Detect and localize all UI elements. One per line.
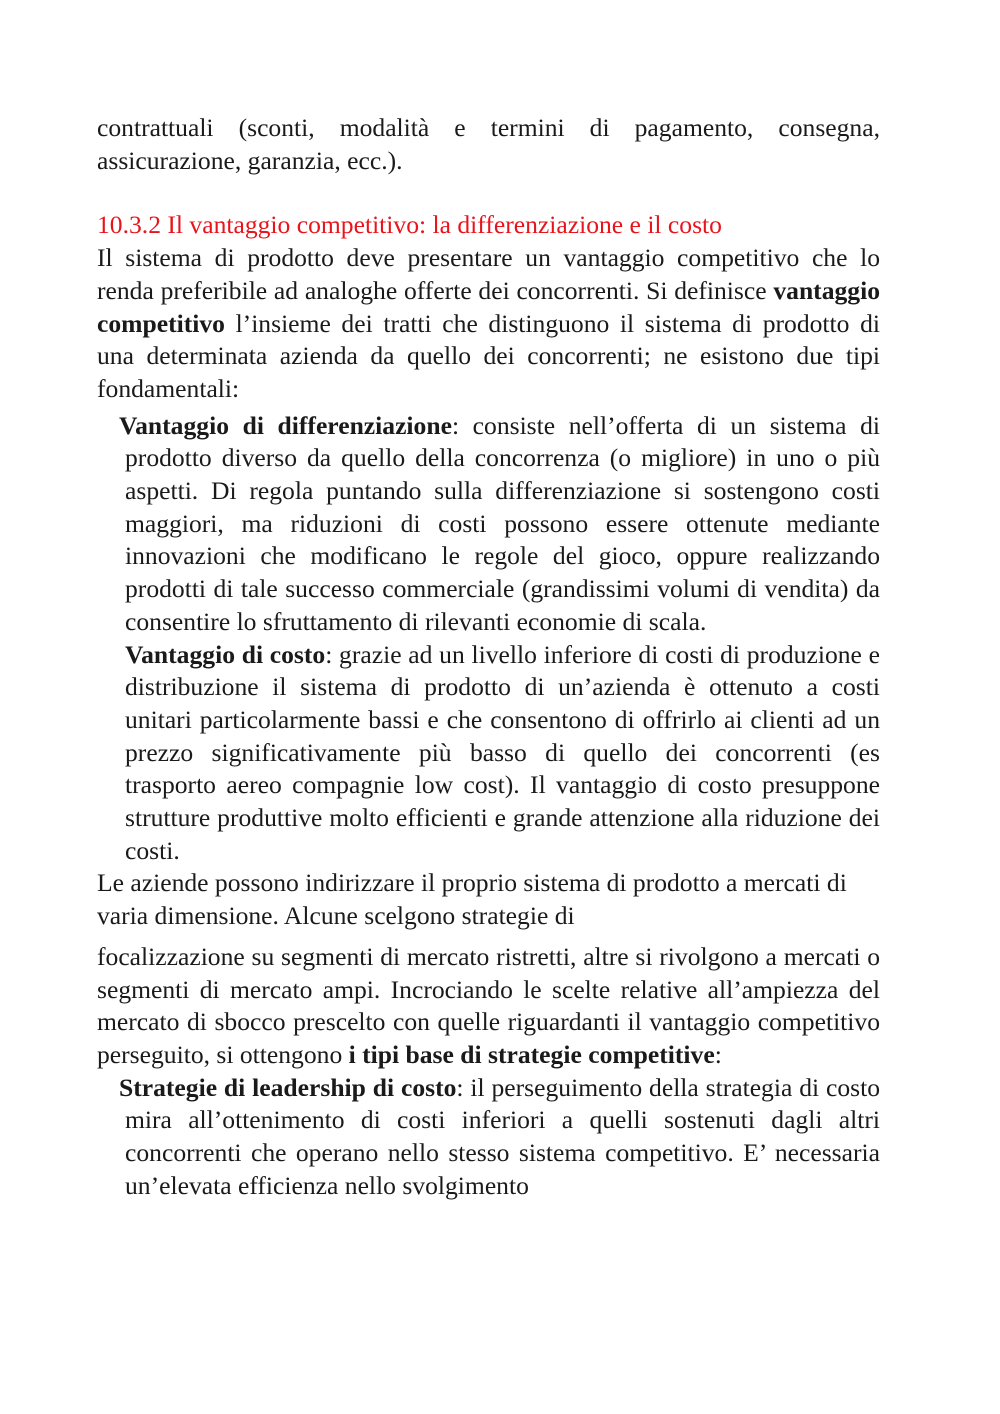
list-item-costo [97, 639, 880, 868]
strategie-text-b: : [714, 1039, 722, 1069]
paragraph-strategie [97, 941, 880, 1072]
definition-text-a: Il sistema di prodotto deve presentare un vantaggio competitivo che lo renda preferibile ad analoghe offerte dei concorrenti. Si definisce [97, 243, 880, 305]
document-page [97, 112, 880, 1203]
strategie-term: i tipi base di strategie competitive [348, 1039, 715, 1069]
list-item-leadership-costo [97, 1072, 880, 1203]
list-item-title: Strategie di leadership di costo [119, 1072, 457, 1102]
definition-term: vantaggio competitivo [97, 275, 880, 338]
definition-text-b: l’insieme dei tratti che distinguono il sistema di prodotto di una determinata azienda da quello dei concorrenti; ne esistono due tipi fondamentali: [97, 308, 880, 403]
strategie-text-a: focalizzazione su segmenti di mercato ristretti, altre si rivolgono a mercati o segmenti di mercato ampi. Incrociando le scelte relative all’ampiezza del mercato di sbocco prescelto con quelle riguardanti il vantaggio competitivo perseguito, si ottengono [97, 941, 880, 1069]
list-item-text: : consiste nell’offerta di un sistema di prodotto diverso da quello della concorrenza (o migliore) in uno o più aspetti. Di regola puntando sulla differenziazione si sostengono costi maggiori, ma riduzioni di costi possono essere ottenute mediante innovazioni che modificano le regole del gioco, oppure realizzando prodotti di tale successo commerciale (grandissimi volumi di vendita) da consentire lo sfruttamento di rilevanti economie di scala. [125, 410, 880, 636]
list-item-text: : il perseguimento della strategia di costo mira all’ottenimento di costi inferiori a quelli sostenuti dagli altri concorrenti che operano nello stesso sistema competitivo. E’ necessaria un’elevata efficienza nello svolgimento [125, 1072, 880, 1200]
line-break [97, 933, 880, 941]
paragraph-intro-text: contrattuali (sconti, modalità e termini di pagamento, consegna, assicurazione, garanzia, ecc.). [97, 113, 880, 175]
list-item-title: Vantaggio di differenziazione [119, 410, 452, 440]
list-item-differenziazione [97, 410, 880, 639]
blank-line [97, 177, 880, 209]
paragraph-mercati [97, 867, 880, 932]
paragraph-definition [97, 242, 880, 406]
list-item-text: : grazie ad un livello inferiore di costi di produzione e distribuzione il sistema di prodotto di un’azienda è ottenuto a costi unitari particolarmente bassi e che consentono di offrirlo ai clienti ad un prezzo significativamente più basso di quello dei concorrenti (es trasporto aereo compagnie low cost). Il vantaggio di costo presuppone strutture produttive molto efficienti e grande attenzione alla riduzione dei costi. [125, 639, 880, 865]
section-heading: 10.3.2 Il vantaggio competitivo: la differenziazione e il costo [97, 210, 722, 240]
list-item-title: Vantaggio di costo [125, 639, 326, 669]
paragraph-mercati-text: Le aziende possono indirizzare il proprio sistema di prodotto a mercati di varia dimensione. Alcune scelgono strategie di [97, 868, 847, 931]
paragraph-intro [97, 112, 880, 177]
